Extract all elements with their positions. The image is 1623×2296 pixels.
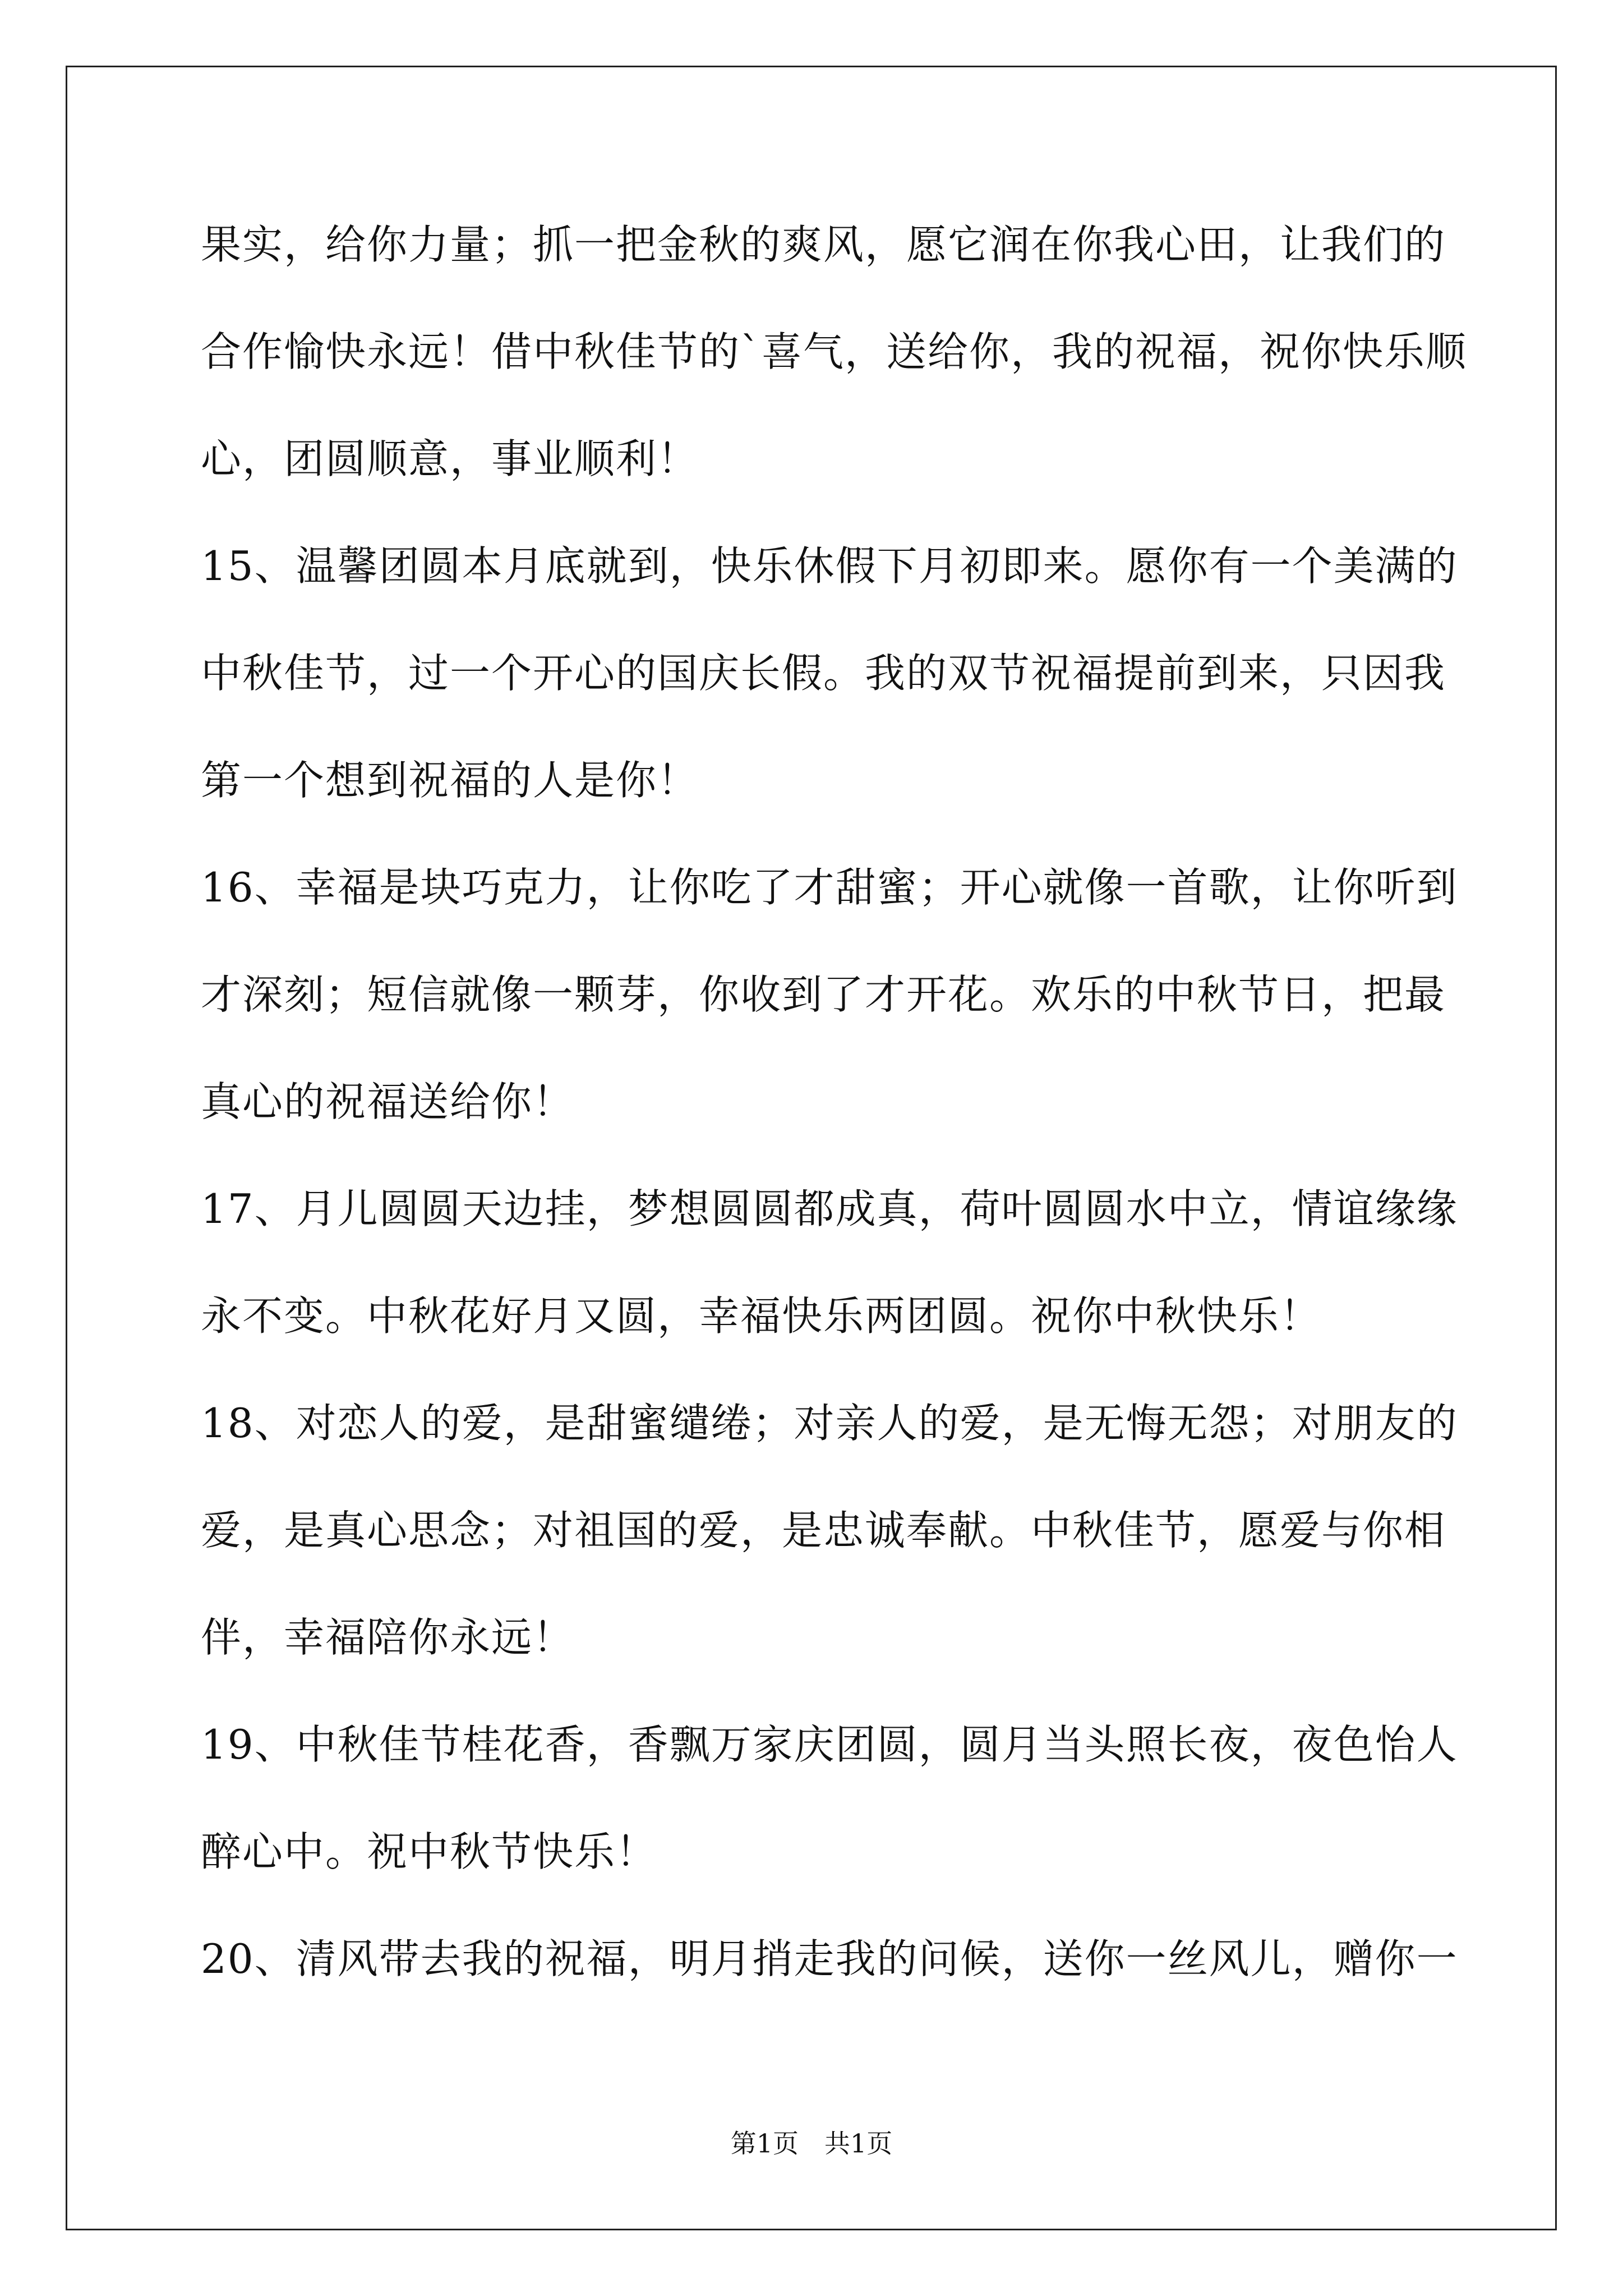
text-line: 心，团圆顺意，事业顺利！ — [201, 435, 699, 482]
text-line: 20、清风带去我的祝福，明月捎走我的问候，送你一丝风儿，赠你一 — [201, 1935, 1458, 1982]
page-number-footer: 第1页 共1页 — [730, 2128, 893, 2159]
text-line: 永不变。中秋花好月又圆，幸福快乐两团圆。祝你中秋快乐！ — [201, 1292, 1322, 1340]
text-line: 伴，幸福陪你永远！ — [201, 1614, 575, 1661]
text-line: 第一个想到祝福的人是你！ — [201, 757, 699, 804]
document-body — [201, 221, 1468, 2046]
text-line: 爱，是真心思念；对祖国的爱，是忠诚奉献。中秋佳节，愿爱与你相 — [201, 1507, 1446, 1554]
text-line: 才深刻；短信就像一颗芽，你收到了才开花。欢乐的中秋节日，把最 — [201, 971, 1446, 1018]
text-line: 15、温馨团圆本月底就到，快乐休假下月初即来。愿你有一个美满的 — [201, 542, 1458, 590]
text-line: 中秋佳节，过一个开心的国庆长假。我的双节祝福提前到来，只因我 — [201, 650, 1446, 697]
text-line: 16、幸福是块巧克力，让你吃了才甜蜜；开心就像一首歌，让你听到 — [201, 864, 1458, 911]
text-line: 醉心中。祝中秋节快乐！ — [201, 1828, 658, 1875]
text-line: 合作愉快永远！借中秋佳节的`喜气，送给你，我的祝福，祝你快乐顺 — [201, 328, 1468, 375]
text-line: 真心的祝福送给你！ — [201, 1078, 575, 1125]
text-line: 17、月儿圆圆天边挂，梦想圆圆都成真，荷叶圆圆水中立，情谊缘缘 — [201, 1185, 1458, 1232]
text-line: 果实，给你力量；抓一把金秋的爽风，愿它润在你我心田，让我们的 — [201, 221, 1446, 268]
text-line: 18、对恋人的爱，是甜蜜缱绻；对亲人的爱，是无悔无怨；对朋友的 — [201, 1400, 1458, 1447]
text-line: 19、中秋佳节桂花香，香飘万家庆团圆，圆月当头照长夜，夜色怡人 — [201, 1721, 1458, 1768]
